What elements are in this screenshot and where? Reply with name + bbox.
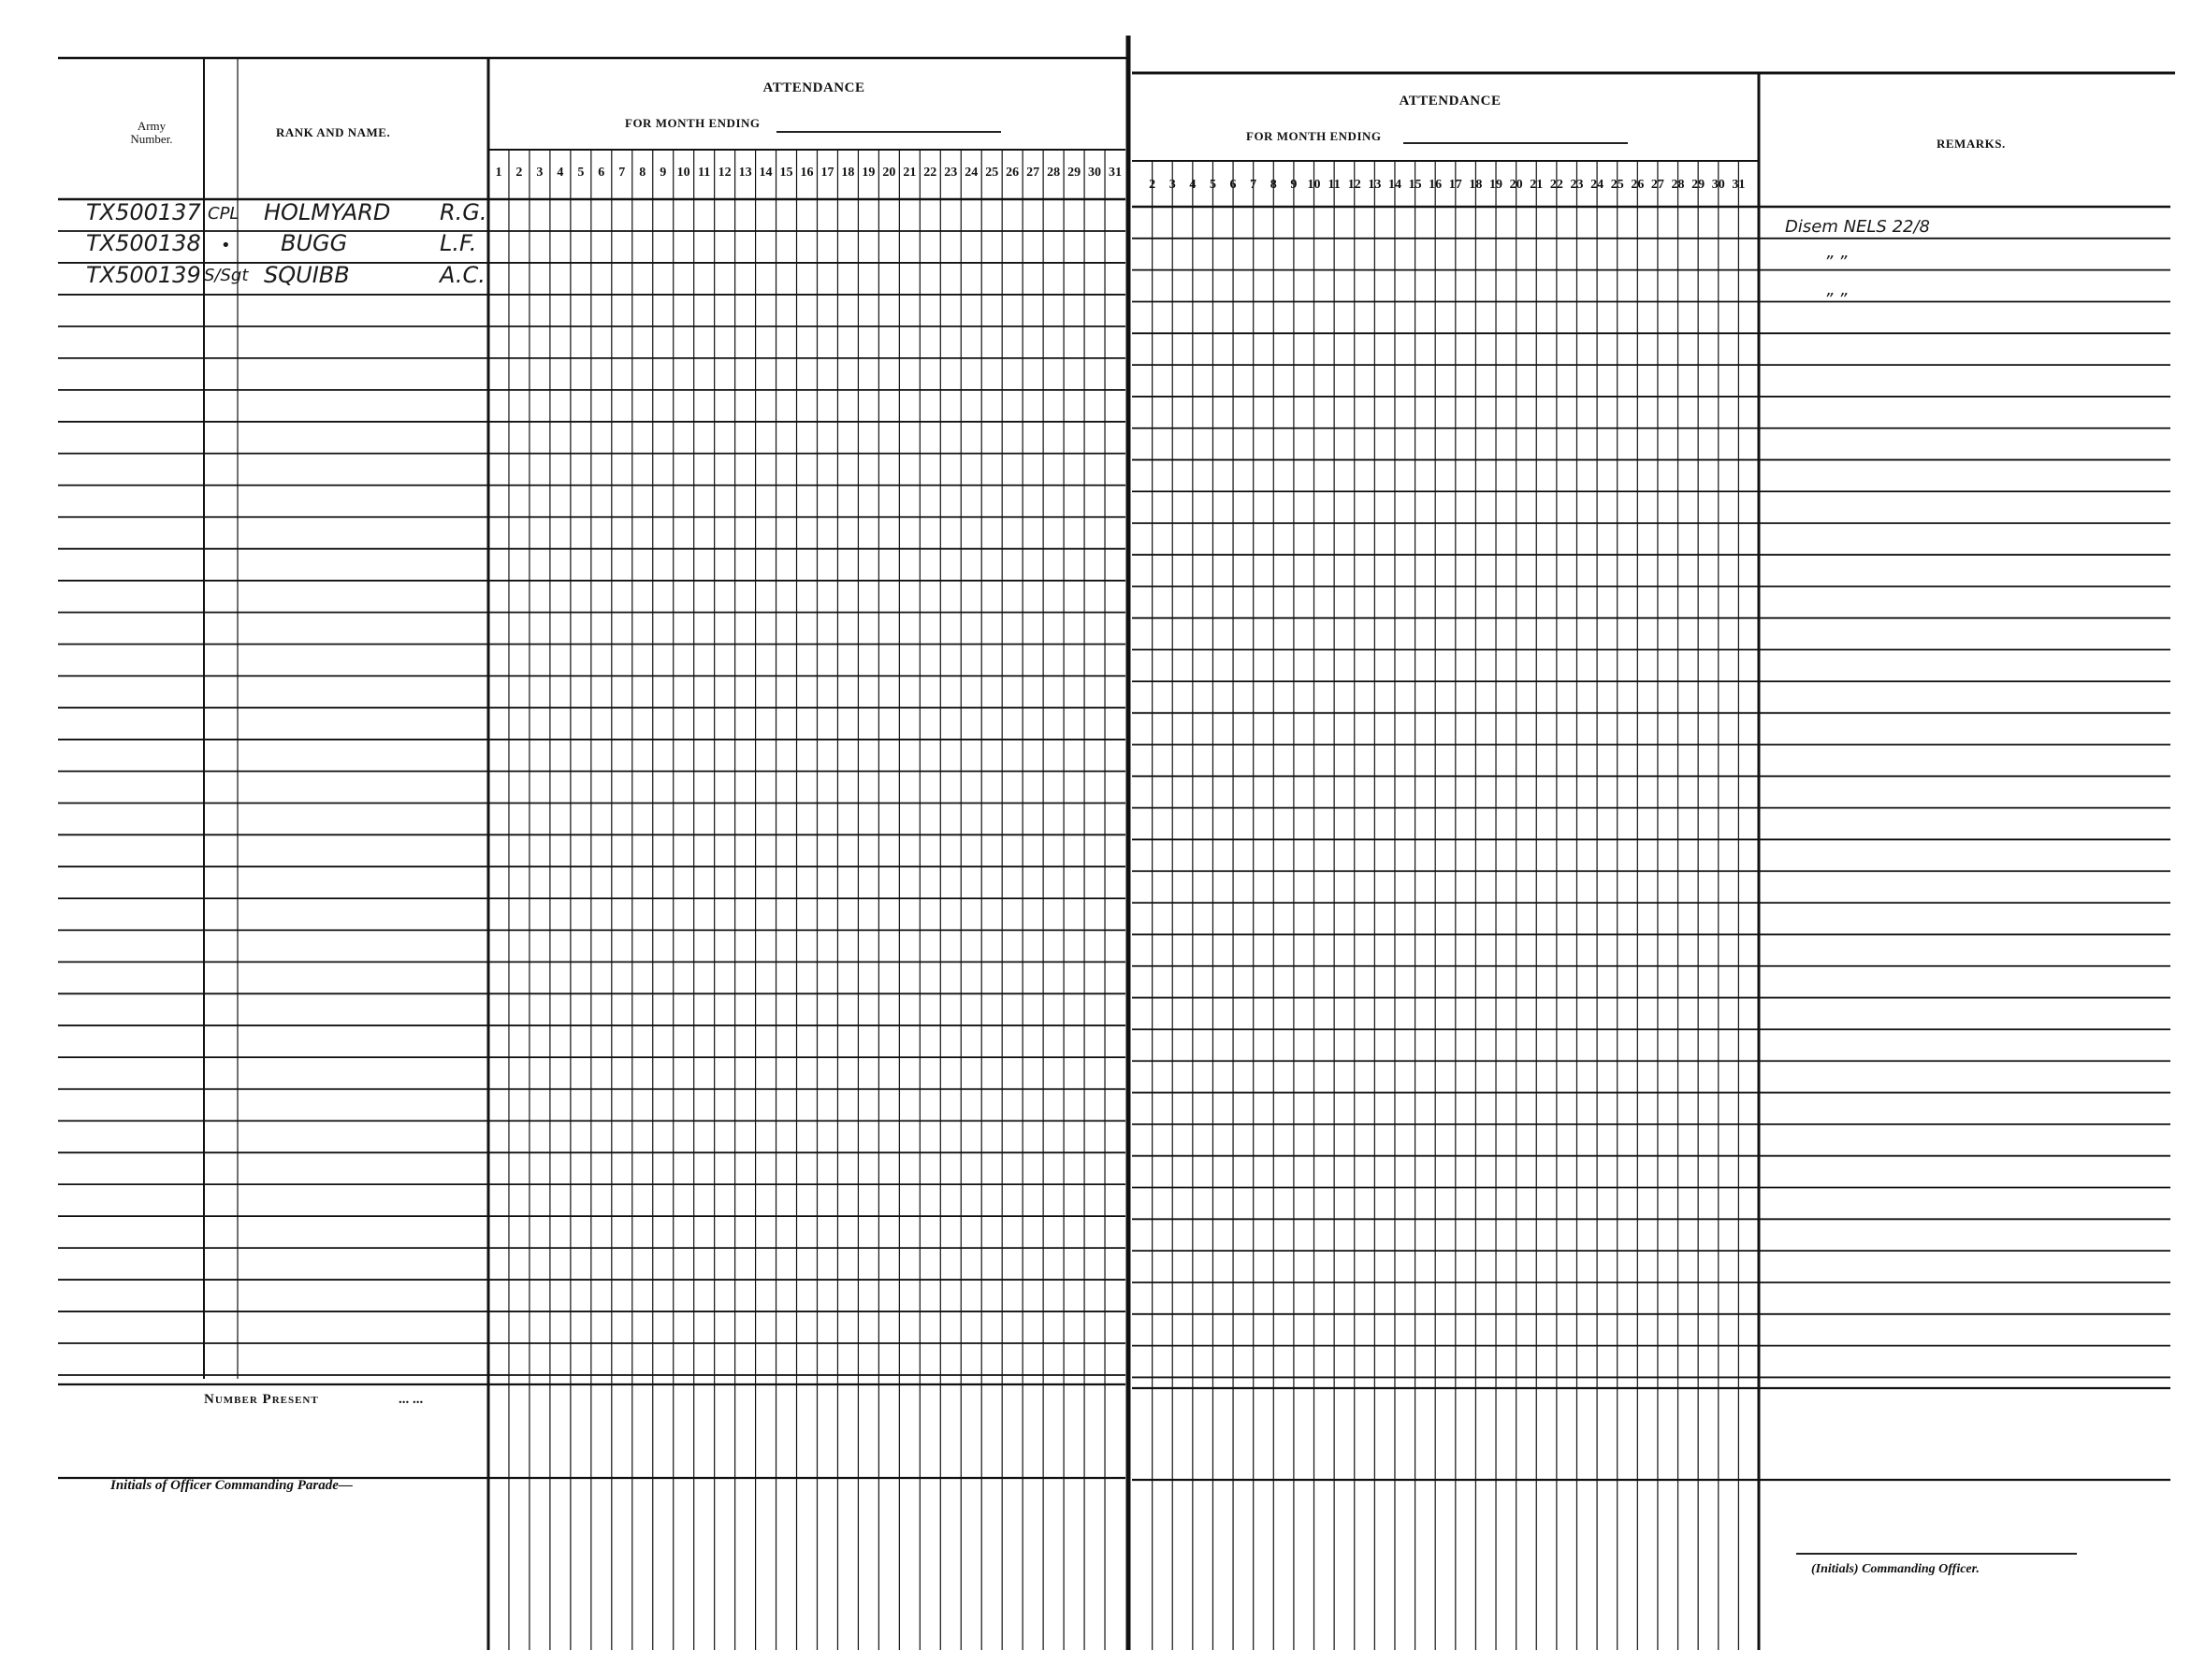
attendance-title-left: ATTENDANCE: [762, 80, 865, 95]
day-number: 7: [1250, 178, 1257, 192]
day-number: 14: [1387, 178, 1401, 192]
day-number: 29: [1067, 166, 1081, 180]
day-number: 9: [660, 166, 667, 180]
number-present-label: Number Present: [204, 1392, 319, 1407]
commanding-officer-line: [1796, 1553, 2077, 1555]
day-number: 4: [557, 166, 564, 180]
army-number-header: Army Number.: [130, 119, 173, 146]
name-entry: HOLMYARD: [264, 199, 391, 225]
day-number: 11: [1328, 178, 1341, 192]
day-number: 17: [820, 166, 834, 180]
day-number: 1: [495, 166, 502, 180]
day-number: 30: [1088, 166, 1102, 180]
day-number: 6: [598, 166, 605, 180]
day-number: 31: [1732, 178, 1746, 192]
name-entry: SQUIBB: [264, 262, 350, 288]
rank-entry: CPL: [208, 204, 239, 224]
initials-officer-label: Initials of Officer Commanding Parade—: [110, 1478, 353, 1493]
day-number: 3: [536, 166, 544, 180]
day-number: 13: [1368, 178, 1382, 192]
day-number: 5: [1209, 178, 1216, 192]
day-number: 20: [882, 166, 896, 180]
rank-and-name-header: RANK AND NAME.: [276, 125, 391, 139]
attendance-title-right: ATTENDANCE: [1399, 94, 1502, 109]
day-number: 23: [1570, 178, 1584, 192]
day-number: 15: [1408, 178, 1422, 192]
day-number: 11: [698, 166, 711, 180]
day-number: 27: [1650, 178, 1664, 192]
day-number: 26: [1006, 166, 1020, 180]
day-number: 27: [1026, 166, 1040, 180]
remarks-entry: ” ”: [1824, 290, 1848, 310]
month-ending-line-right: [1403, 142, 1628, 144]
day-number: 25: [985, 166, 999, 180]
day-number: 8: [1270, 178, 1277, 192]
month-ending-label-right: FOR MONTH ENDING: [1246, 129, 1382, 143]
initials-entry: L.F.: [440, 230, 477, 256]
army-number-entry: TX500138: [86, 230, 201, 256]
army-number-entry: TX500137: [86, 199, 201, 225]
rank-entry: •: [221, 236, 231, 255]
initials-entry: A.C.: [440, 262, 486, 288]
day-number: 22: [1549, 178, 1563, 192]
day-number: 28: [1671, 178, 1685, 192]
name-entry: BUGG: [281, 230, 348, 256]
army-number-entry: TX500139: [86, 262, 201, 288]
day-number: 12: [1347, 178, 1361, 192]
rank-entry: S/Sgt: [204, 266, 249, 285]
day-number: 28: [1047, 166, 1061, 180]
day-number: 31: [1109, 166, 1122, 180]
initials-entry: R.G.: [440, 199, 487, 225]
number-present-dots: ... ...: [399, 1392, 424, 1407]
day-number: 19: [1489, 178, 1503, 192]
day-number: 5: [577, 166, 585, 180]
day-number: 2: [515, 166, 523, 180]
day-number: 25: [1610, 178, 1624, 192]
day-number: 21: [903, 166, 917, 180]
day-number: 16: [1429, 178, 1443, 192]
day-number: 30: [1711, 178, 1725, 192]
day-number: 20: [1509, 178, 1523, 192]
day-number: 6: [1229, 178, 1237, 192]
day-number: 13: [738, 166, 752, 180]
day-number: 23: [944, 166, 958, 180]
day-number: 3: [1168, 178, 1176, 192]
day-number: 19: [862, 166, 876, 180]
day-number: 21: [1530, 178, 1544, 192]
day-number: 12: [718, 166, 732, 180]
day-number: 17: [1448, 178, 1462, 192]
day-number: 8: [639, 166, 646, 180]
day-number: 7: [618, 166, 626, 180]
month-ending-label-left: FOR MONTH ENDING: [625, 116, 761, 130]
day-number: 10: [676, 166, 690, 180]
day-number: 10: [1307, 178, 1321, 192]
day-number: 9: [1290, 178, 1298, 192]
day-number: 29: [1691, 178, 1705, 192]
day-number: 24: [1590, 178, 1604, 192]
day-number: 24: [965, 166, 979, 180]
day-number: 14: [759, 166, 773, 180]
remarks-entry: Disem NELS 22/8: [1785, 217, 1931, 237]
day-number: 18: [1469, 178, 1483, 192]
day-number: 15: [779, 166, 793, 180]
day-number: 16: [800, 166, 814, 180]
day-number: 18: [841, 166, 855, 180]
remarks-header: REMARKS.: [1937, 137, 2006, 151]
day-number: 22: [923, 166, 937, 180]
commanding-officer-label: (Initials) Commanding Officer.: [1811, 1562, 1980, 1576]
day-number: 4: [1189, 178, 1197, 192]
month-ending-line-left: [776, 131, 1001, 133]
day-number: 26: [1631, 178, 1645, 192]
day-number: 2: [1149, 178, 1156, 192]
remarks-entry: ” ”: [1824, 253, 1848, 272]
